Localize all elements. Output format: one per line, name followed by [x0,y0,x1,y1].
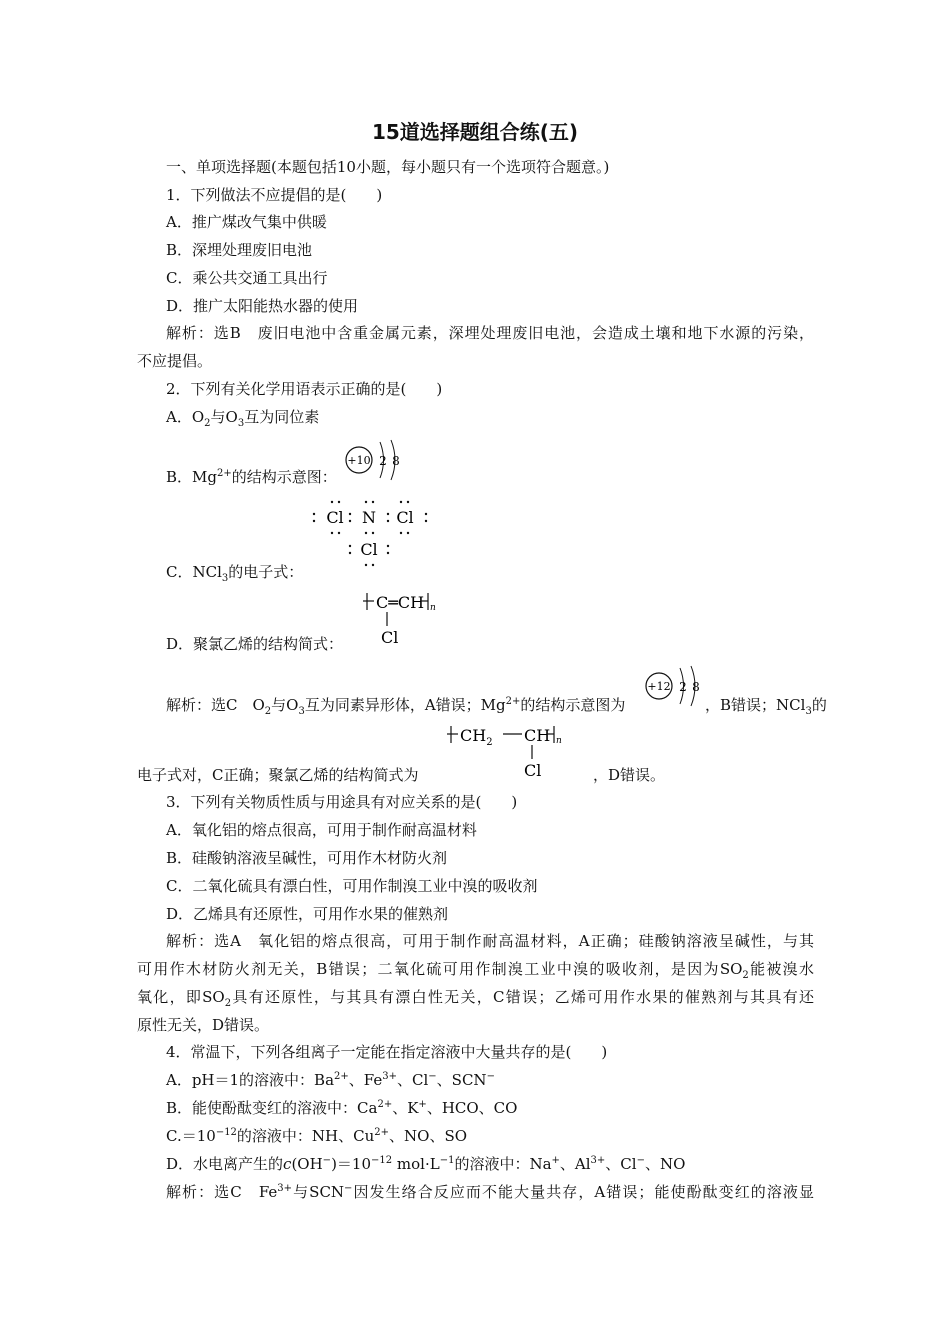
q2-analysis-line2: 电子式对，C正确；聚氯乙烯的结构简式为 [137,766,419,784]
q3-analysis-line2: 可用作木材防火剂无关，B错误；二氧化硫可用作制溴工业中溴的吸收剂，是因为$SO_2$能被溴水 [137,960,814,981]
q3-analysis-line4: 原性无关，D错误。 [137,1016,270,1034]
section-header: 一、单项选择题(本题包括10小题，每小题只有一个选项符合题意。) [166,158,610,176]
q4-stem: 4．常温下，下列各组离子一定能在指定溶液中大量共存的是( ) [166,1043,608,1061]
q3-analysis-line3: 氧化，即$SO_2$具有还原性，与其具有漂白性无关，C错误；乙烯可用作水果的催熟剂与其具有还 [137,988,814,1009]
q3-option-d: D．乙烯具有还原性，可用作水果的催熟剂 [166,905,449,923]
svg-text:CH2: $CH_2$ [460,726,493,748]
nucleus-charge: +10 [347,454,371,467]
pvc-main-chain: C═CH [376,593,425,612]
shell-1-count: 2 [679,680,687,694]
q2-analysis-line1: 解析：选C $O_2$与$O_3$互为同素异形体，A错误；$Mg^{2+}$的结构示意图为 [166,696,626,717]
q1-stem: 1．下列做法不应提倡的是( ) [166,186,383,204]
q1-option-b: B．深埋处理废旧电池 [166,241,313,259]
q1-option-d: D．推广太阳能热水器的使用 [166,297,359,315]
q3-stem: 3．下列有关物质性质与用途具有对应关系的是( ) [166,793,518,811]
q3-option-c: C．二氧化硫具有漂白性，可用作制溴工业中溴的吸收剂 [166,877,538,895]
pvc-structure-correct [446,722,576,786]
atom-cl-right: Cl [396,508,414,527]
ncl3-electron-formula [306,495,436,581]
q3-analysis-line1: 解析：选A 氧化铝的熔点很高，可用于制作耐高温材料，A正确；硅酸钠溶液呈碱性，与其 [166,932,814,950]
shell-2-count: 8 [692,680,700,694]
shell-1-count: 2 [379,454,387,468]
shell-2-count: 8 [392,454,400,468]
q4-option-d: D．水电离产生的$c(OH^-)=10^{-12}$ $mol\cdot L^{-1}$的溶液中：Na+、$Al^{3+}$、Cl−、NO [166,1155,686,1173]
pvc-structure-wrong [362,588,442,654]
q4-option-c: $C.=10^{-12}$的溶液中：NH、$Cu^{2+}$、NO、SO [166,1127,468,1145]
q2-option-a: A．$O_2$与$O_3$互为同位素 [166,408,320,429]
q2-option-b: B．$Mg^{2+}$的结构示意图： [166,468,337,486]
pvc-left-group: CH [460,726,487,745]
nucleus-charge: +12 [647,680,671,693]
pvc-right-group: CH [524,726,551,745]
q2-stem: 2．下列有关化学用语表示正确的是( ) [166,380,443,398]
atom-cl-bottom: Cl [360,540,378,559]
atom-cl-left: Cl [326,508,344,527]
mg-ion-structure-diagram [340,438,412,488]
q3-option-b: B．硅酸钠溶液呈碱性，可用作木材防火剂 [166,849,448,867]
q1-analysis-line1: 解析：选B 废旧电池中含重金属元素，深埋处理废旧电池，会造成土壤和地下水源的污染， [166,324,814,342]
q3-option-a: A．氧化铝的熔点很高，可用于制作耐高温材料 [166,821,477,839]
q2-analysis-line1-end: ，B错误；NCl$_3$的 [705,696,827,717]
q4-option-b: B．能使酚酞变红的溶液中：$Ca^{2+}$、K+、HCO、CO [166,1099,518,1117]
q4-option-a: A．pH＝1的溶液中：$Ba^{2+}$、$Fe^{3+}$、Cl−、SCN− [166,1071,495,1089]
page-title: 15道选择题组合练(五) [371,120,579,144]
q1-option-a: A．推广煤改气集中供暖 [166,213,327,231]
pvc-n: n [430,603,436,613]
atom-n: N [362,508,376,527]
q4-analysis-line1: 解析：选C $Fe^{3+}$与SCN−因发生络合反应而不能大量共存，A错误；能使酚酞变红的溶液显 [166,1183,814,1201]
q2-analysis-line2-end: ，D错误。 [593,766,666,784]
mg-ion-structure-diagram-correct [640,664,712,714]
q1-option-c: C．乘公共交通工具出行 [166,269,328,287]
q2-option-c: C．NCl$_3$的电子式： [166,563,304,584]
pvc-substituent: Cl [381,628,399,647]
pvc-n: n [556,736,562,746]
pvc-substituent: Cl [524,761,542,780]
q1-analysis-line2: 不应提倡。 [137,352,213,370]
q2-option-d: D．聚氯乙烯的结构简式： [166,635,344,653]
